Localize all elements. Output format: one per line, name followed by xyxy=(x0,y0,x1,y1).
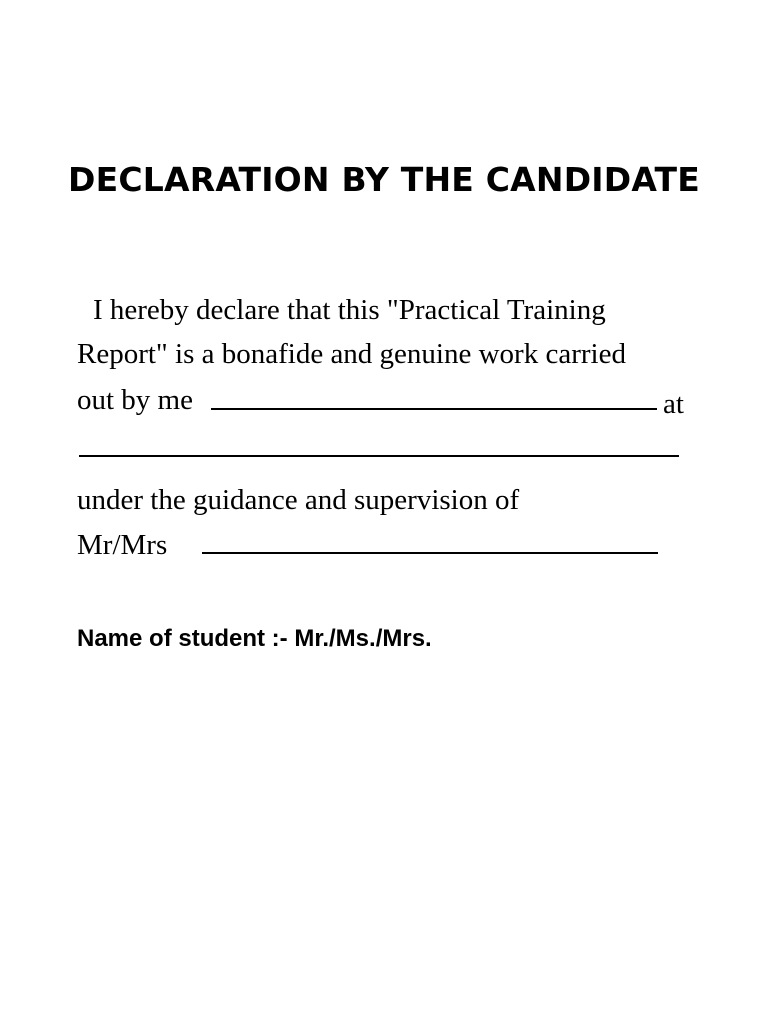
supervisor-blank-line xyxy=(202,552,658,554)
work-place-blank-line xyxy=(211,408,657,410)
declaration-line-1: I hereby declare that this "Practical Training xyxy=(93,294,606,326)
guidance-line-1: under the guidance and supervision of xyxy=(77,484,520,516)
guidance-line-2-prefix: Mr/Mrs xyxy=(77,529,168,561)
page-title: DECLARATION BY THE CANDIDATE xyxy=(67,160,701,199)
declaration-line-3-suffix: at xyxy=(663,388,684,420)
declaration-line-3-prefix: out by me xyxy=(77,384,193,416)
student-name-label: Name of student :- Mr./Ms./Mrs. xyxy=(77,625,432,652)
organization-blank-line xyxy=(79,455,679,457)
declaration-line-2: Report" is a bonafide and genuine work carried xyxy=(77,338,626,370)
